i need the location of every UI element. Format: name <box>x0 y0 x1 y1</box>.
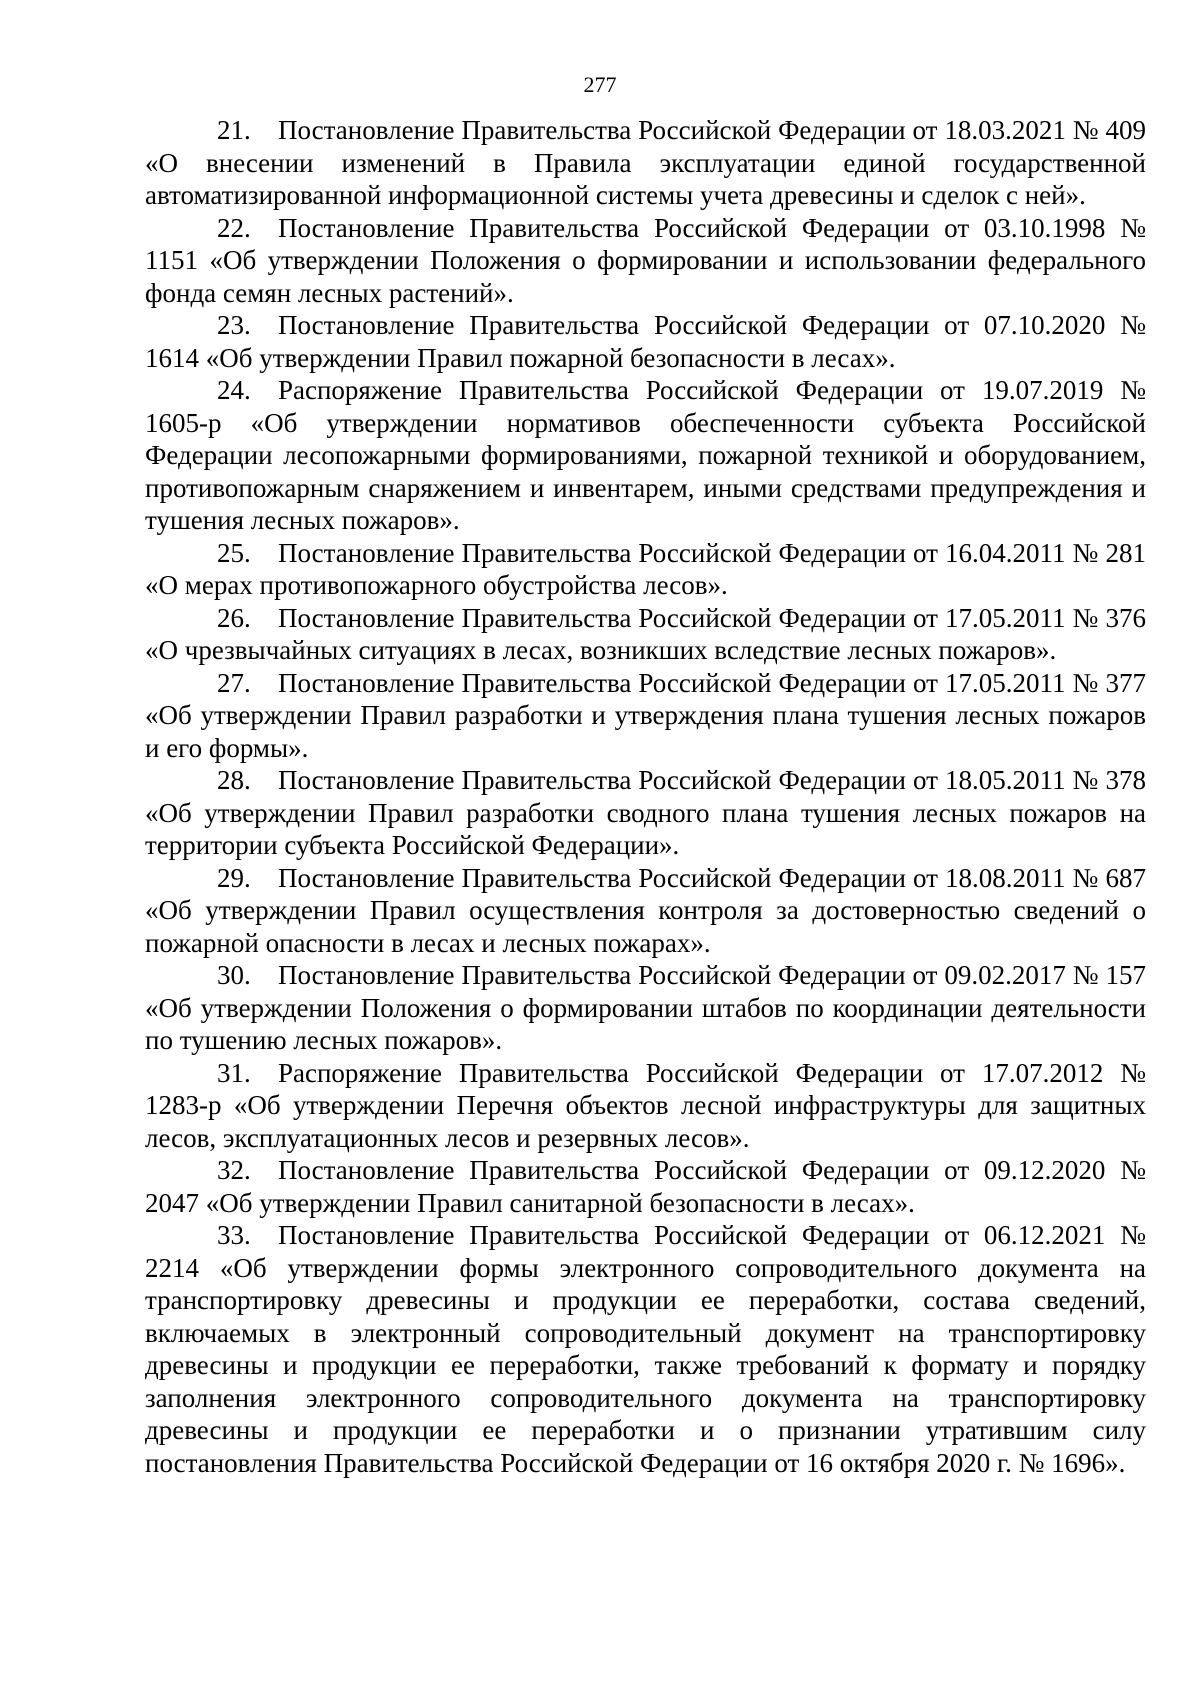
list-item <box>145 212 1146 310</box>
list-item <box>145 374 1146 537</box>
item-number: 30. <box>217 960 251 990</box>
list-item <box>145 862 1146 960</box>
item-text: Постановление Правительства Российской Федерации от 06.12.2021 № 2214 «Об утверждении формы электронного сопроводительного документа на транспортировку древесины и продукции ее переработки, состава сведений, включаемых в электронный сопроводительный документ на транспортировку древесины и продукции ее переработки, также требований к формату и порядку заполнения электронного сопроводительного документа на транспортировку древесины и продукции ее переработки и о признании утратившим силу постановления Правительства Российской Федерации от 16 октября 2020 г. № 1696». <box>145 1220 1146 1478</box>
list-item <box>145 1154 1146 1219</box>
item-text: Постановление Правительства Российской Федерации от 16.04.2011 № 281 «О мерах противопожарного обустройства лесов». <box>145 537 1146 600</box>
item-text: Постановление Правительства Российской Федерации от 03.10.1998 № 1151 «Об утверждении Положения о формировании и использовании федерального фонда семян лесных растений». <box>145 212 1146 308</box>
item-number: 26. <box>217 602 251 633</box>
list-item <box>145 764 1146 862</box>
item-number: 22. <box>217 212 251 243</box>
list-item <box>145 537 1146 602</box>
item-number: 27. <box>217 667 251 698</box>
item-text: Постановление Правительства Российской Федерации от 07.10.2020 № 1614 «Об утверждении Правил пожарной безопасности в лесах». <box>145 310 1146 373</box>
list-item <box>145 309 1146 374</box>
item-text: Постановление Правительства Российской Федерации от 17.05.2011 № 376 «О чрезвычайных ситуациях в лесах, возникших вследствие лесных пожаров». <box>145 602 1146 665</box>
list-item <box>145 114 1146 212</box>
list-item <box>145 959 1146 1057</box>
item-text: Распоряжение Правительства Российской Федерации от 19.07.2019 № 1605-р «Об утверждении нормативов обеспеченности субъекта Российской Федерации лесопожарными формированиями, пожарной техникой и оборудованием, противопожарным снаряжением и инвентарем, иными средствами предупреждения и тушения лесных пожаров». <box>145 375 1146 535</box>
item-number: 23. <box>217 310 251 340</box>
list-item <box>145 1057 1146 1155</box>
list-item <box>145 1219 1146 1479</box>
page-number: 277 <box>583 72 617 97</box>
item-text: Распоряжение Правительства Российской Федерации от 17.07.2012 № 1283-р «Об утверждении Перечня объектов лесной инфраструктуры для защитных лесов, эксплуатационных лесов и резервных лесов». <box>145 1057 1146 1153</box>
item-number: 33. <box>217 1220 251 1250</box>
item-text: Постановление Правительства Российской Федерации от 09.12.2020 № 2047 «Об утверждении Правил санитарной безопасности в лесах». <box>145 1155 1146 1218</box>
item-text: Постановление Правительства Российской Федерации от 18.03.2021 № 409 «О внесении изменений в Правила эксплуатации единой государственной автоматизированной информационной системы учета древесины и сделок с ней». <box>145 115 1146 210</box>
item-number: 28. <box>217 765 251 795</box>
item-number: 31. <box>217 1057 251 1088</box>
list-item <box>145 602 1146 667</box>
item-text: Постановление Правительства Российской Федерации от 18.05.2011 № 378 «Об утверждении Правил разработки сводного плана тушения лесных пожаров на территории субъекта Российской Федерации». <box>145 765 1146 860</box>
item-text: Постановление Правительства Российской Федерации от 18.08.2011 № 687 «Об утверждении Правил осуществления контроля за достоверностью сведений о пожарной опасности в лесах и лесных пожарах». <box>145 862 1146 958</box>
item-number: 21. <box>217 115 251 145</box>
item-number: 29. <box>217 862 251 893</box>
item-number: 25. <box>217 537 251 568</box>
item-number: 32. <box>217 1155 251 1185</box>
item-text: Постановление Правительства Российской Федерации от 17.05.2011 № 377 «Об утверждении Правил разработки и утверждения плана тушения лесных пожаров и его формы». <box>145 667 1146 763</box>
list-item <box>145 667 1146 765</box>
item-number: 24. <box>217 375 251 405</box>
item-text: Постановление Правительства Российской Федерации от 09.02.2017 № 157 «Об утверждении Положения о формировании штабов по координации деятельности по тушению лесных пожаров». <box>145 960 1146 1055</box>
reference-list <box>145 114 1146 1479</box>
